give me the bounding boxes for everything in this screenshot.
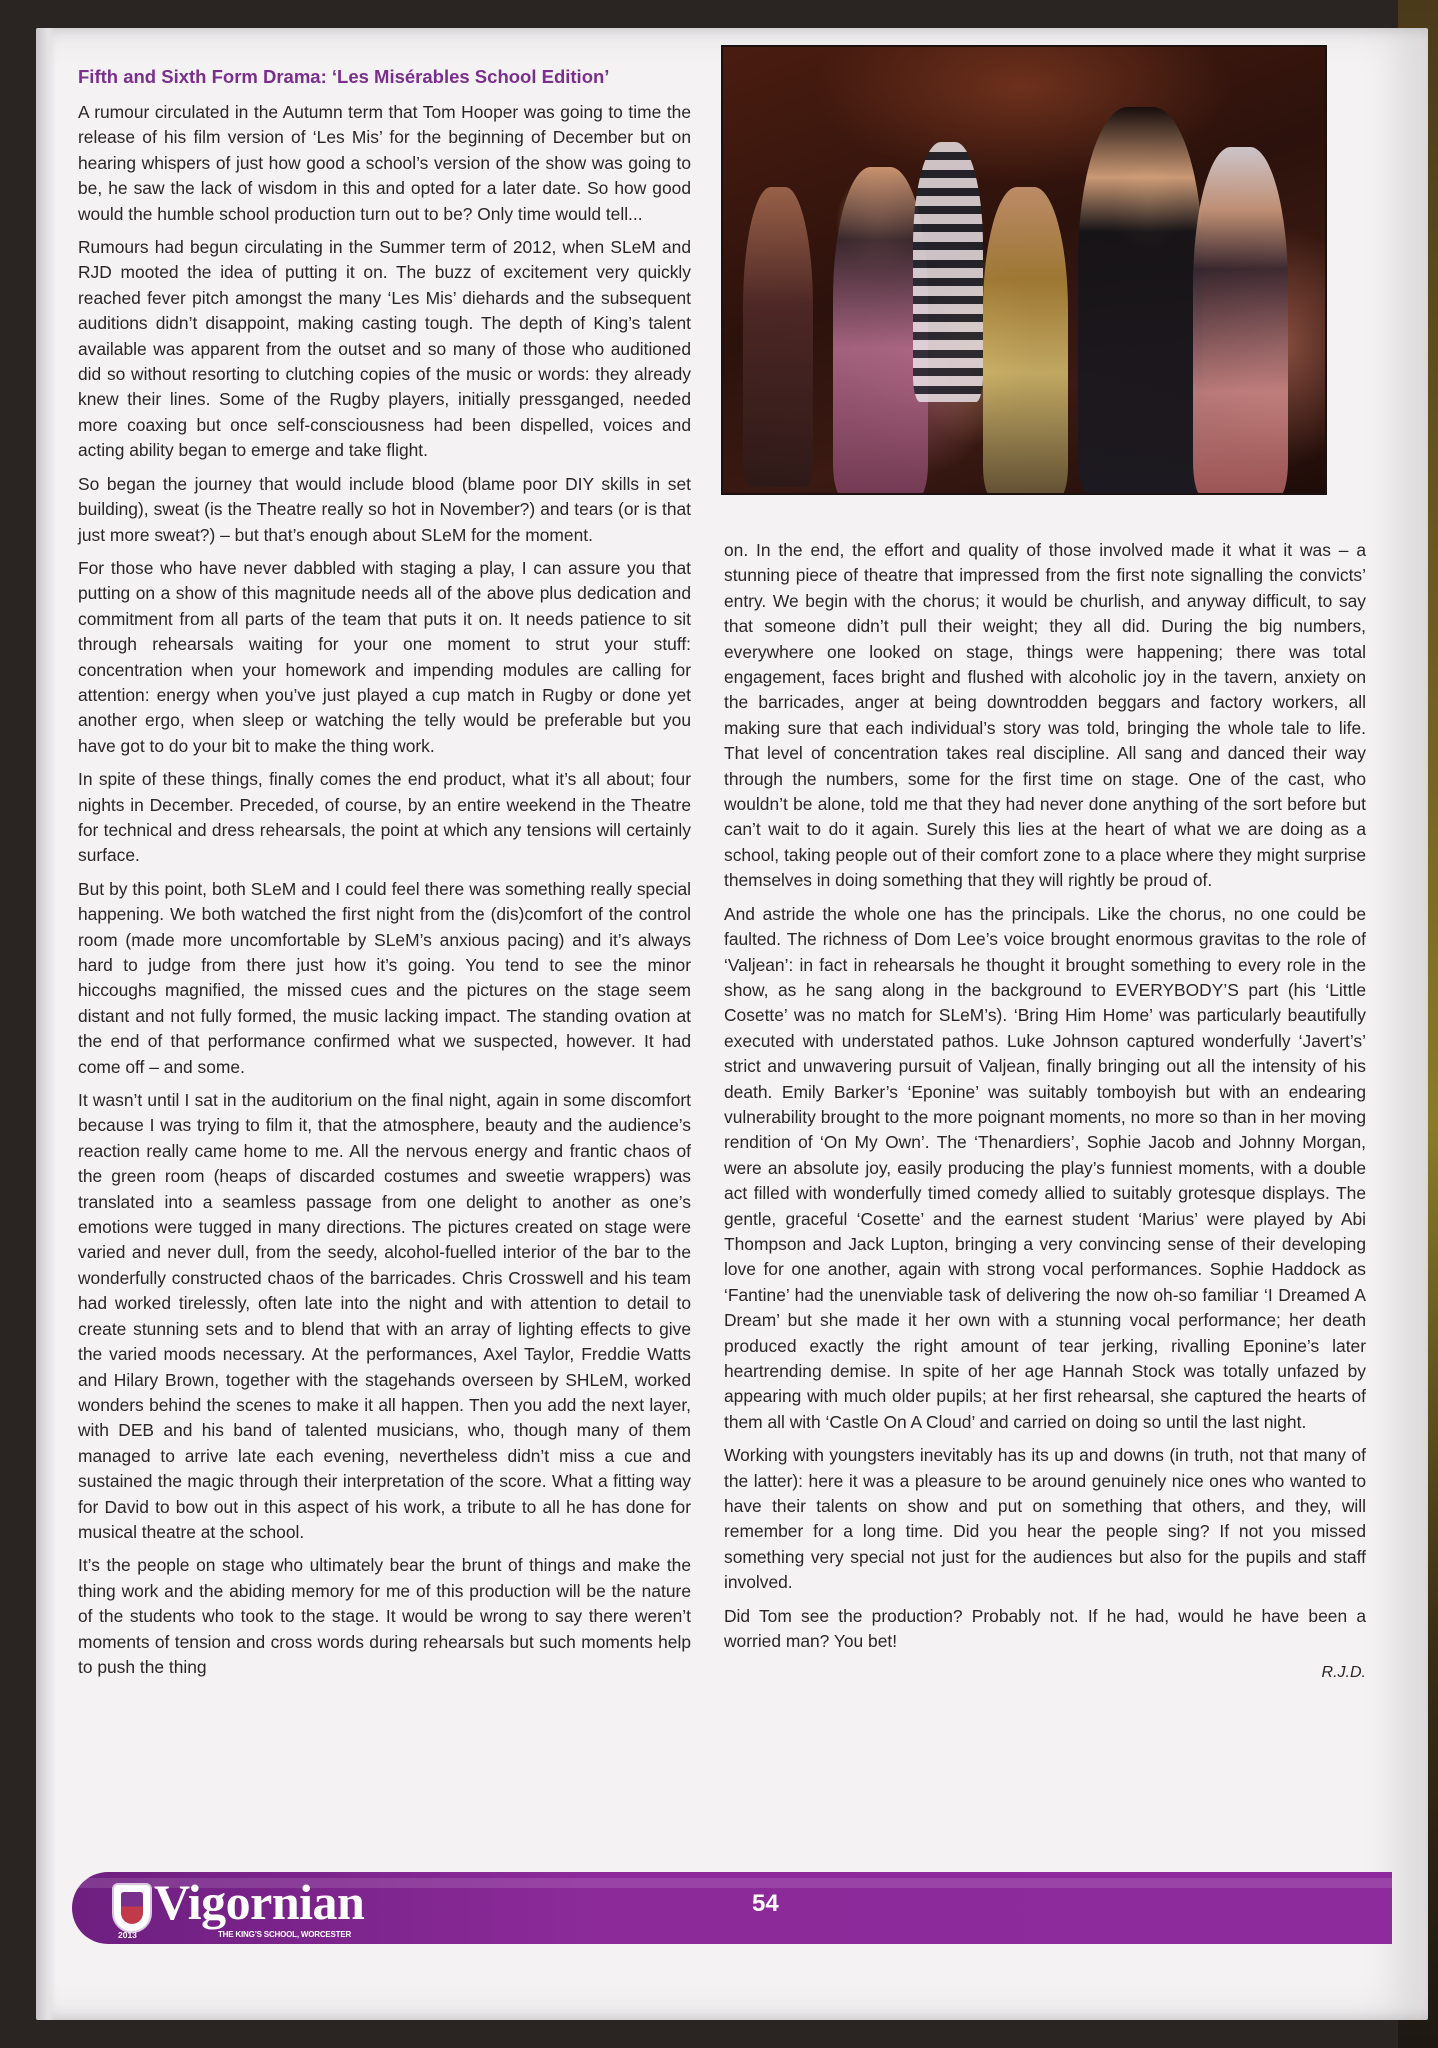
school-crest-icon (112, 1883, 152, 1933)
paragraph: Working with youngsters inevitably has its up and downs (in truth, not that many of the latter): here it was a pleasure to be around genuinely nice ones who wanted to have their talents on show and put on something that others, and they, will remember for a long time. Did you hear the people sing? If not you missed something very special not just for the audiences but also for the pupils and staff involved. (724, 1445, 1366, 1593)
paragraph: It’s the people on stage who ultimately bear the brunt of things and make the thing work and the abiding memory for me of this production will be the nature of the students who took to the stage. It would be wrong to say there weren’t moments of tension and cross words during rehearsals but such moments help to push the thing (78, 1555, 691, 1677)
school-name: THE KING’S SCHOOL, WORCESTER (218, 1930, 352, 1939)
cast-figure (1193, 147, 1288, 495)
article-left-column (78, 64, 691, 1680)
author-signature: R.J.D. (1321, 1664, 1366, 1682)
paragraph: Did Tom see the production? Probably not. If he had, would he have been a worried man? You bet! (724, 1605, 1366, 1652)
paragraph: It wasn’t until I sat in the auditorium on the final night, again in some discomfort because I was trying to film it, that the atmosphere, beauty and the audience’s reaction really came home to me. All the nervous energy and frantic chaos of the green room (heaps of discarded costumes and sweetie wrappers) was translated into a seamless passage from one delight to another as one’s emotions were tugged in many directions. The pictures created on stage were varied and never dull, from the seedy, alcohol-fuelled interior of the bar to the wonderfully constructed chaos of the barricades. Chris Crosswell and his team had worked tirelessly, often late into the night and with attention to detail to create stunning sets and to blend that with an array of lighting effects to give the varied moods necessary. At the performances, Axel Taylor, Freddie Watts and Hilary Brown, together with the stagehands overseen by SHLeM, worked wonders behind the scenes to make it all happen. Then you add the next layer, with DEB and his band of talented musicians, who, though many of them managed to arrive late each evening, nevertheless didn’t miss a cue and sustained the magic through their interpretation of the score. What a fitting way for David to bow out in this aspect of his work, a tribute to all he has done for musical theatre at the school. (78, 1090, 691, 1542)
cast-figure (743, 187, 813, 487)
crest-shield-icon (121, 1892, 143, 1924)
article-title: Fifth and Sixth Form Drama: ‘Les Misérables School Edition’ (78, 66, 610, 87)
article-right-column (724, 538, 1366, 1686)
paragraph: on. In the end, the effort and quality of those involved made it what it was – a stunning piece of theatre that impressed from the first note signalling the convicts’ entry. We begin with the chorus; it would be churlish, and anyway difficult, to say that someone didn’t pull their weight; they all did. During the big numbers, everywhere one looked on stage, things were happening; there was total engagement, faces bright and flushed with alcoholic joy in the tavern, anxiety on the barricades, anger at being downtrodden beggars and factory workers, all making sure that each individual’s story was told, bringing the whole tale to life. That level of concentration takes real discipline. All sang and danced their way through the numbers, some for the first time on stage. One of the cast, who wouldn’t be alone, told me that they had never done anything of the sort before but can’t wait to do it again. Surely this lies at the heart of what we are doing as a school, taking people out of their comfort zone to a place where they might surprise themselves in doing something that they will rightly be proud of. (724, 540, 1366, 891)
paragraph: Rumours had begun circulating in the Summer term of 2012, when SLeM and RJD mooted the idea of putting it on. The buzz of excitement very quickly reached fever pitch amongst the many ‘Les Mis’ diehards and the subsequent auditions didn’t disappoint, making casting tough. The depth of King’s talent available was apparent from the outset and so many of those who auditioned did so without resorting to clutching copies of the music or words: they already knew their lines. Some of the Rugby players, initially pressganged, needed more coaxing but once self-consciousness had been dispelled, voices and acting ability began to emerge and take flight. (78, 237, 691, 461)
paragraph: But by this point, both SLeM and I could feel there was something really special happening. We both watched the first night from the (dis)comfort of the control room (made more uncomfortable by SLeM’s anxious pacing) and it’s always hard to judge from there just how it’s going. You tend to see the minor hiccoughs magnified, the missed cues and the pictures on the stage seem distant and not fully formed, the music lacking impact. The standing ovation at the end of that performance confirmed what we suspected, however. It had come off – and some. (78, 878, 691, 1077)
paragraph: For those who have never dabbled with staging a play, I can assure you that putting on a show of this magnitude needs all of the above plus dedication and commitment from all parts of the team that puts it on. It needs patience to sit through rehearsals waiting for your one moment to strut your stuff: concentration when your homework and impending modules are calling for attention: energy when you’ve just played a cup match in Rugby or done yet another ergo, when sleep or watching the telly would be preferable but you have got to do your bit to make the thing work. (78, 557, 691, 756)
paragraph: In spite of these things, finally comes the end product, what it’s all about; four nights in December. Preceded, of course, by an entire weekend in the Theatre for technical and dress rehearsals, the point at which any tensions will certainly surface. (78, 769, 691, 866)
paragraph: So began the journey that would include blood (blame poor DIY skills in set building), sweat (is the Theatre really so hot in November?) and tears (or is that just more sweat?) – but that’s enough about SLeM for the moment. (78, 473, 691, 545)
magazine-year: 2013 (118, 1930, 137, 1940)
paragraph: A rumour circulated in the Autumn term that Tom Hooper was going to time the release of his film version of ‘Les Mis’ for the beginning of December but on hearing whispers of just how good a school’s version of the show was going to be, he saw the lack of wisdom in this and opted for a later date. So how good would the humble school production turn out to be? Only time would tell... (78, 102, 691, 224)
cast-figure (1078, 107, 1203, 495)
cast-figure (983, 187, 1068, 495)
production-photo (721, 45, 1327, 495)
magazine-brand: Vigornian (154, 1874, 365, 1930)
paragraph: And astride the whole one has the principals. Like the chorus, no one could be faulted. The richness of Dom Lee’s voice brought enormous gravitas to the role of ‘Valjean’: in fact in rehearsals he thought it brought something to every role in the show, as he sang along in the background to EVERYBODY’S part (his ‘Little Cosette’ was no match for SLeM’s). ‘Bring Him Home’ was particularly beautifully executed with understated pathos. Luke Johnson captured wonderfully ‘Javert’s’ strict and unwavering pursuit of Valjean, finally bringing out all the intensity of his death. Emily Barker’s ‘Eponine’ was suitably tomboyish but with an endearing vulnerability brought to the more poignant moments, no more so than in her moving rendition of ‘On My Own’. The ‘Thenardiers’, Sophie Jacob and Johnny Morgan, were an absolute joy, easily producing the play’s funniest moments, with a double act filled with wonderfully timed comedy allied to suitably grotesque displays. The gentle, graceful ‘Cosette’ and the earnest student ‘Marius’ were played by Abi Thompson and Jack Lupton, bringing a very convincing sense of their developing love for one another, again with strong vocal performances. Sophie Haddock as ‘Fantine’ had the unenviable task of delivering the now oh-so familiar ‘I Dreamed A Dream’ but she made it her own with a stunning vocal performance; her death produced exactly the right amount of tear jerking, rivalling Eponine’s later heartrending demise. In spite of her age Hannah Stock was totally unfazed by appearing with much older pupils; at her first rehearsal, she captured the hearts of them all with ‘Castle On A Cloud’ and carried on doing so until the last night. (724, 903, 1366, 1432)
cast-figure (913, 142, 983, 402)
page-number: 54 (752, 1890, 779, 1917)
page-spine-shadow (36, 28, 56, 2020)
